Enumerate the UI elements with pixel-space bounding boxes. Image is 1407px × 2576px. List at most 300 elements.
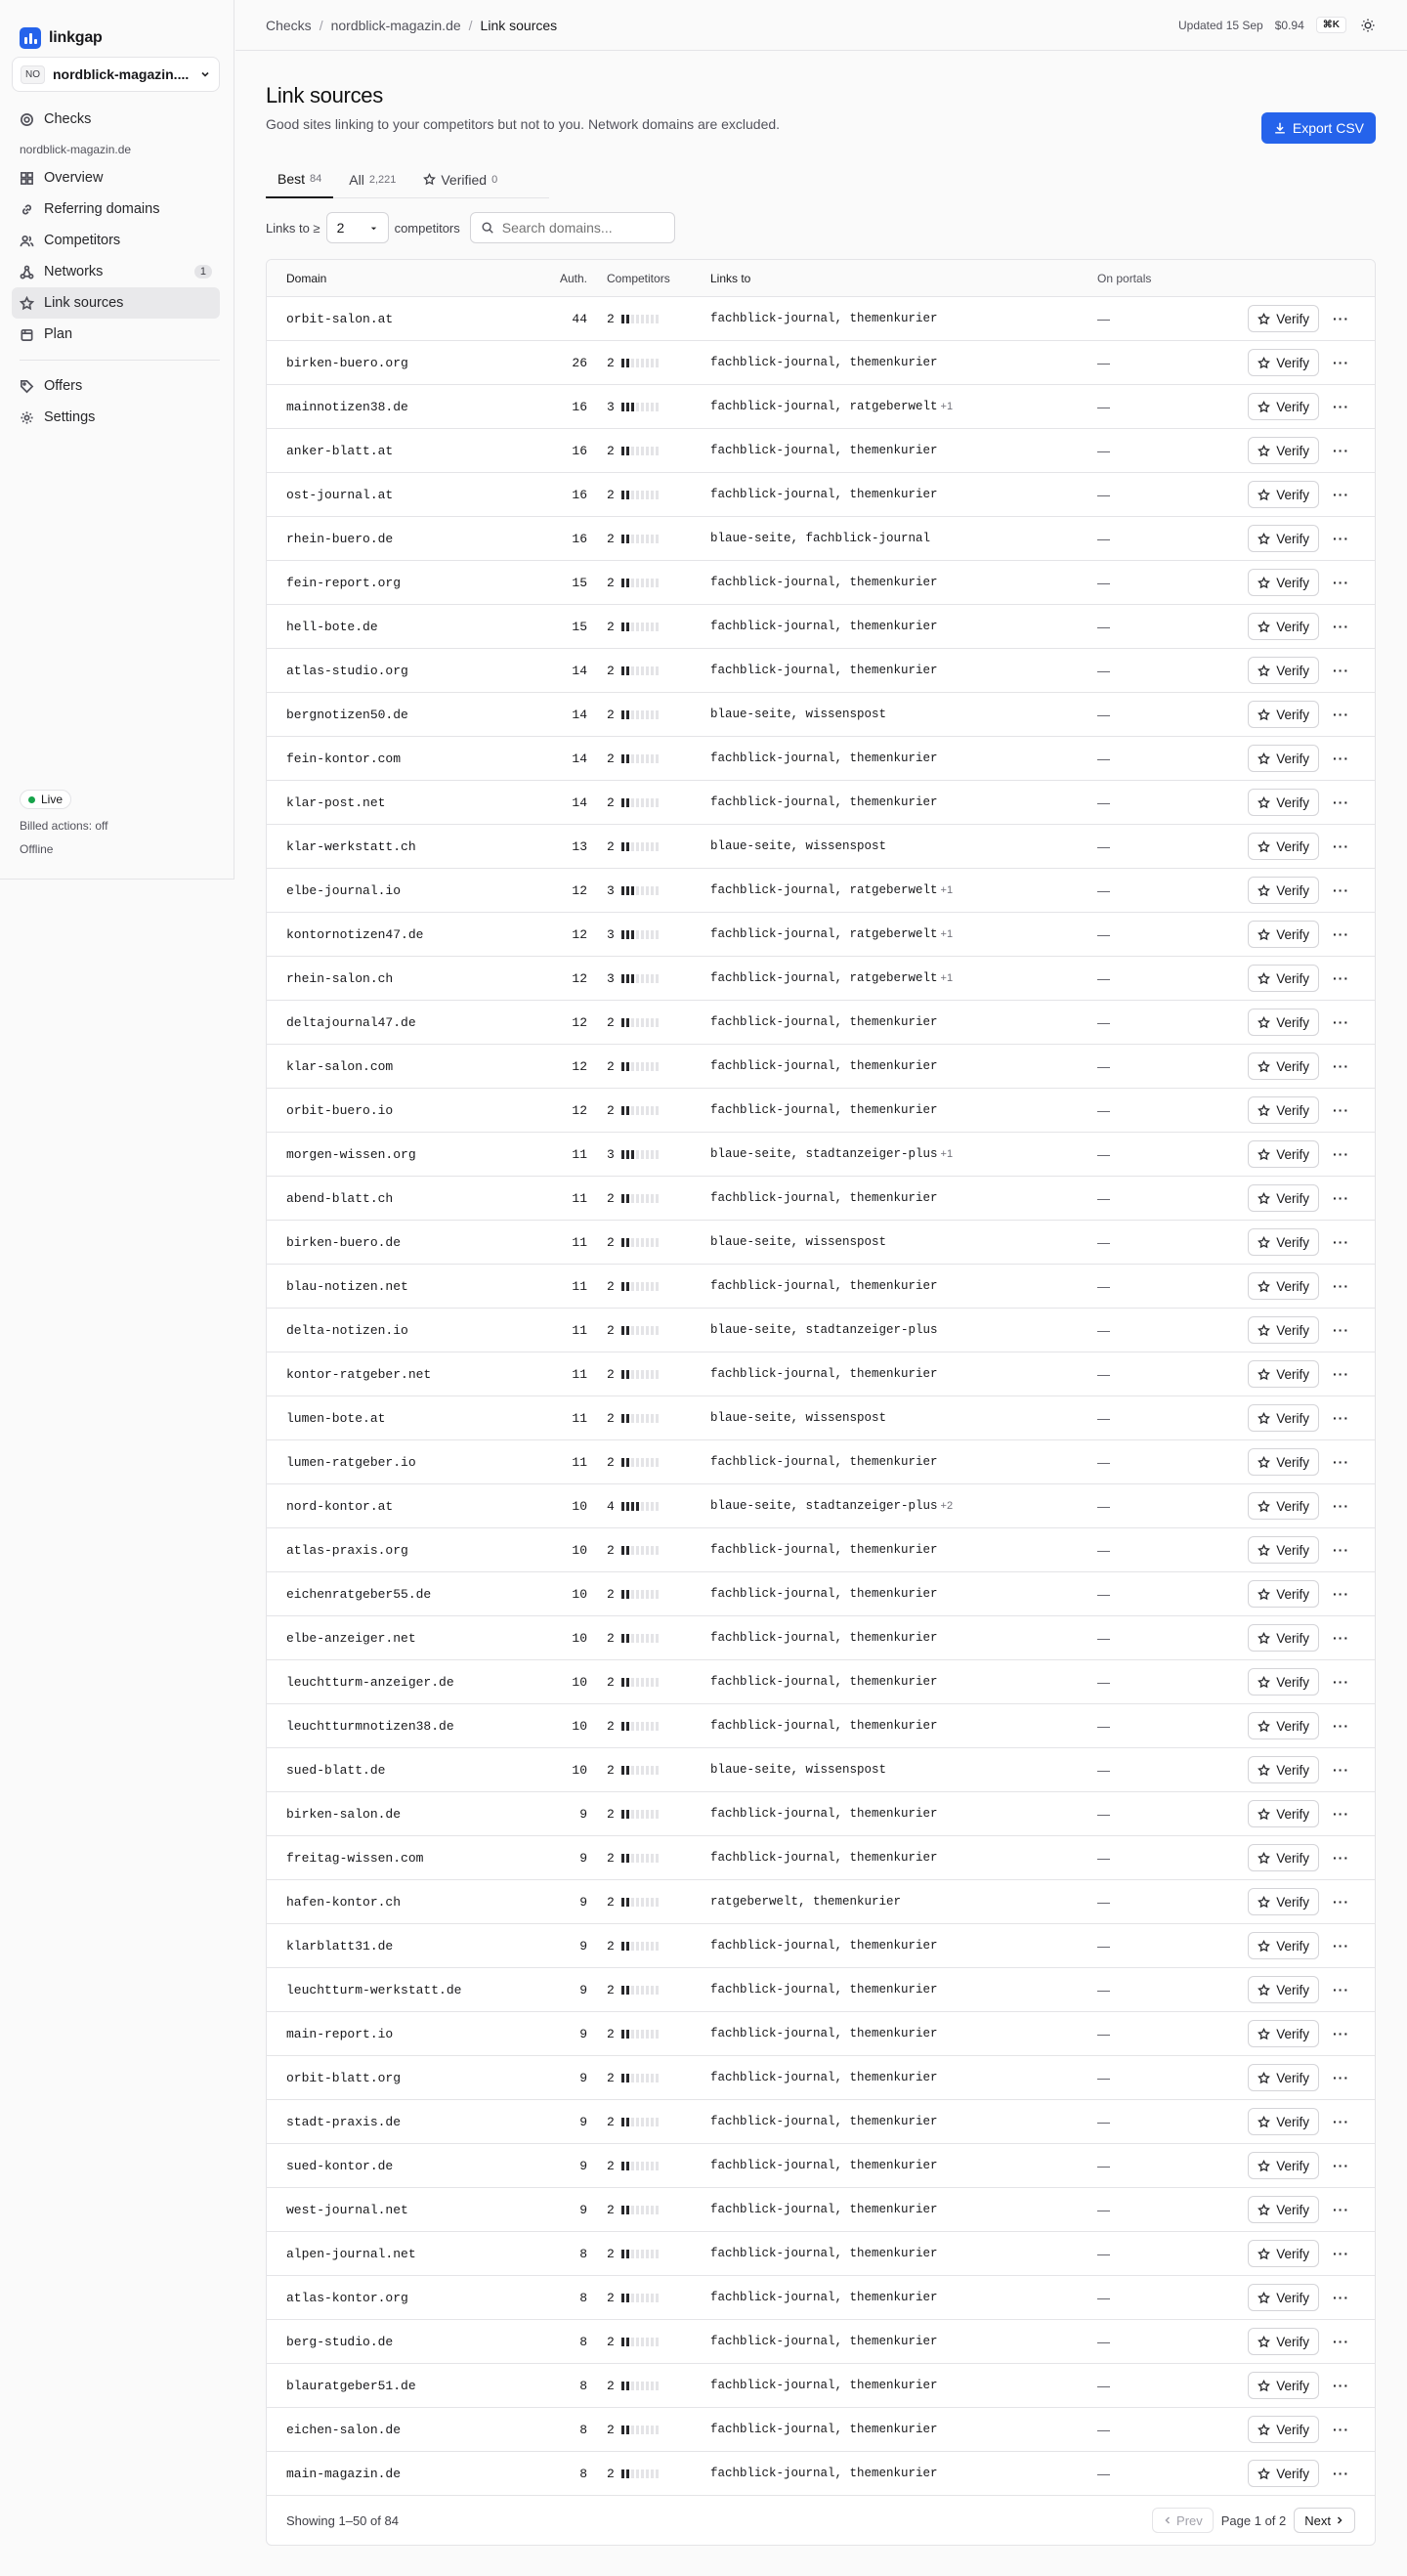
column-header-authority[interactable]: Auth. (559, 271, 587, 285)
authority-cell: 8 (579, 2334, 587, 2349)
verify-label: Verify (1276, 2422, 1309, 2437)
competitor-bar-segment (636, 359, 639, 367)
links-to-cell (710, 2115, 1097, 2128)
competitor-bar-segment (651, 710, 654, 719)
network-icon (20, 265, 34, 279)
portals-cell: — (1097, 487, 1110, 502)
more-menu-icon[interactable]: ··· (1333, 1322, 1349, 1338)
authority-cell: 11 (572, 1410, 587, 1426)
more-menu-icon[interactable]: ··· (1333, 2158, 1349, 2173)
competitor-count: 2 (607, 2290, 615, 2305)
authority-cell: 10 (572, 1630, 587, 1646)
domain-cell[interactable]: sued-kontor.de (286, 2158, 394, 2173)
competitors-cell (587, 1279, 710, 1294)
domain-cell[interactable]: blauratgeber51.de (286, 2378, 416, 2393)
verify-button[interactable] (1248, 1184, 1319, 1212)
actions-cell (1205, 2152, 1375, 2179)
domain-cell[interactable]: mainnotizen38.de (286, 399, 408, 414)
actions-cell (1205, 1096, 1375, 1124)
domain-cell[interactable]: lumen-bote.at (286, 1410, 386, 1426)
table-row (267, 1440, 1375, 1484)
links-to-cell (710, 2423, 1097, 2436)
verify-button[interactable] (1248, 1448, 1319, 1476)
domain-cell[interactable]: birken-salon.de (286, 1806, 402, 1822)
domain-cell[interactable]: klar-post.net (286, 794, 386, 810)
domain-cell[interactable]: main-magazin.de (286, 2466, 402, 2481)
competitor-bar-segment (636, 710, 639, 719)
competitor-bar-segment (641, 1810, 644, 1819)
domain-cell[interactable]: orbit-salon.at (286, 311, 394, 326)
select-value: 2 (336, 220, 345, 236)
links-to-list: fachblick-journal, themenkurier (710, 2291, 938, 2304)
prev-page-button[interactable] (1152, 2508, 1214, 2533)
breadcrumb-checks[interactable]: Checks (266, 17, 312, 33)
domain-cell[interactable]: fein-report.org (286, 575, 402, 590)
more-menu-icon[interactable]: ··· (1333, 2114, 1349, 2129)
verify-button[interactable] (1248, 1932, 1319, 1959)
domain-cell[interactable]: birken-buero.org (286, 355, 408, 370)
competitor-bar-segment (656, 403, 659, 411)
star-icon (1258, 972, 1270, 985)
competitor-bar-segment (656, 2250, 659, 2258)
breadcrumb-site[interactable]: nordblick-magazin.de (330, 17, 461, 33)
competitor-bar (621, 1546, 659, 1555)
verify-button[interactable] (1248, 1580, 1319, 1608)
domain-cell[interactable]: rhein-salon.ch (286, 970, 394, 986)
verify-button[interactable] (1248, 1360, 1319, 1388)
competitor-bar-segment (636, 2469, 639, 2478)
competitor-bar (621, 930, 659, 939)
verify-button[interactable] (1248, 1888, 1319, 1915)
verify-button[interactable] (1248, 1228, 1319, 1256)
verify-button[interactable] (1248, 657, 1319, 684)
grid-icon (20, 171, 34, 186)
verify-button[interactable] (1248, 349, 1319, 376)
authority-cell: 14 (572, 707, 587, 722)
domain-cell[interactable]: bergnotizen50.de (286, 707, 408, 722)
domain-cell[interactable]: leuchtturmnotizen38.de (286, 1718, 454, 1734)
links-to-list: fachblick-journal, themenkurier (710, 1103, 938, 1117)
links-to-cell (710, 1719, 1097, 1733)
verify-button[interactable] (1248, 525, 1319, 552)
more-menu-icon[interactable]: ··· (1333, 1762, 1349, 1778)
domain-cell[interactable]: birken-buero.de (286, 1234, 402, 1250)
competitor-bar-segment (631, 1414, 634, 1423)
competitor-bar-segment (636, 1018, 639, 1027)
competitor-bar-segment (641, 359, 644, 367)
verify-button[interactable] (1248, 1756, 1319, 1783)
verify-button[interactable] (1248, 2460, 1319, 2487)
verify-button[interactable] (1248, 2064, 1319, 2091)
verify-button[interactable] (1248, 1140, 1319, 1168)
more-menu-icon[interactable]: ··· (1333, 1366, 1349, 1382)
more-count: +1 (940, 884, 954, 896)
competitor-bar-segment (636, 666, 639, 675)
min-competitors-select[interactable] (326, 212, 389, 243)
verify-button[interactable] (1248, 1536, 1319, 1564)
verify-label: Verify (1276, 970, 1309, 986)
verify-button[interactable] (1248, 701, 1319, 728)
more-menu-icon[interactable]: ··· (1333, 2334, 1349, 2349)
verify-button[interactable] (1248, 2372, 1319, 2399)
competitor-bar (621, 447, 659, 455)
more-menu-icon[interactable]: ··· (1333, 575, 1349, 590)
more-menu-icon[interactable]: ··· (1333, 2246, 1349, 2261)
verify-button[interactable] (1248, 437, 1319, 464)
more-count: +1 (940, 928, 954, 940)
authority-cell: 8 (579, 2378, 587, 2393)
more-menu-icon[interactable]: ··· (1333, 1102, 1349, 1118)
domain-cell[interactable]: deltajournal47.de (286, 1014, 416, 1030)
verify-button[interactable] (1248, 1009, 1319, 1036)
verify-label: Verify (1276, 2378, 1309, 2393)
more-menu-icon[interactable]: ··· (1333, 2466, 1349, 2481)
verify-button[interactable] (1248, 1272, 1319, 1300)
more-menu-icon[interactable]: ··· (1333, 838, 1349, 854)
domain-cell[interactable]: alpen-journal.net (286, 2246, 416, 2261)
authority-cell: 11 (572, 1454, 587, 1470)
nav-overview[interactable] (12, 162, 220, 193)
competitor-count: 2 (607, 1102, 615, 1118)
domain-cell[interactable]: berg-studio.de (286, 2334, 394, 2349)
more-menu-icon[interactable]: ··· (1333, 443, 1349, 458)
more-menu-icon[interactable]: ··· (1333, 1850, 1349, 1866)
links-to-cell (710, 1895, 1097, 1909)
competitor-bar-segment (621, 1062, 624, 1071)
more-menu-icon[interactable]: ··· (1333, 1058, 1349, 1074)
competitor-bar-segment (651, 1854, 654, 1863)
more-menu-icon[interactable]: ··· (1333, 619, 1349, 634)
verify-button[interactable] (1248, 2416, 1319, 2443)
more-menu-icon[interactable]: ··· (1333, 1146, 1349, 1162)
competitor-bar-segment (651, 1458, 654, 1467)
verify-button[interactable] (1248, 2196, 1319, 2223)
domain-cell[interactable]: nord-kontor.at (286, 1498, 394, 1514)
more-menu-icon[interactable]: ··· (1333, 1586, 1349, 1602)
tab-best[interactable] (266, 163, 333, 198)
competitor-bar-segment (621, 1150, 624, 1159)
portals-cell: — (1097, 926, 1110, 942)
domain-cell[interactable]: leuchtturm-anzeiger.de (286, 1674, 454, 1690)
column-header-domain[interactable]: Domain (286, 271, 327, 285)
links-to-list: fachblick-journal, themenkurier (710, 576, 938, 589)
competitor-bar-segment (656, 1722, 659, 1731)
domain-cell[interactable]: atlas-studio.org (286, 663, 408, 678)
nav-checks[interactable] (12, 104, 220, 135)
links-to-list: fachblick-journal, themenkurier (710, 1015, 938, 1029)
portals-cell: — (1097, 1498, 1110, 1514)
competitor-bar-segment (651, 2250, 654, 2258)
verify-button[interactable] (1248, 1492, 1319, 1520)
verify-button[interactable] (1248, 2284, 1319, 2311)
theme-toggle[interactable] (1358, 16, 1378, 35)
more-menu-icon[interactable]: ··· (1333, 794, 1349, 810)
competitor-bar-segment (636, 447, 639, 455)
verify-label: Verify (1276, 1190, 1309, 1206)
competitors-cell (587, 1719, 710, 1734)
competitor-bar-segment (631, 2469, 634, 2478)
domain-cell[interactable]: delta-notizen.io (286, 1322, 408, 1338)
verify-button[interactable] (1248, 1712, 1319, 1739)
domain-cell[interactable]: klar-salon.com (286, 1058, 394, 1074)
star-icon (1258, 313, 1270, 325)
competitor-bar-segment (621, 1546, 624, 1555)
competitor-count: 2 (607, 1234, 615, 1250)
nav-networks[interactable] (12, 256, 220, 287)
billed-actions-status: Billed actions: off (20, 819, 108, 833)
competitor-bar-segment (651, 1942, 654, 1951)
more-menu-icon[interactable]: ··· (1333, 399, 1349, 414)
domain-cell[interactable]: elbe-journal.io (286, 882, 402, 898)
competitor-bar-segment (626, 886, 629, 895)
nav-section-title: nordblick-magazin.de (20, 143, 132, 156)
verify-button[interactable] (1248, 481, 1319, 508)
more-menu-icon[interactable]: ··· (1333, 1234, 1349, 1250)
verify-button[interactable] (1248, 2020, 1319, 2047)
more-menu-icon[interactable]: ··· (1333, 2202, 1349, 2217)
table-row (267, 1089, 1375, 1133)
competitor-bar-segment (656, 1370, 659, 1379)
nav-offers[interactable] (12, 370, 220, 402)
domain-cell[interactable]: hell-bote.de (286, 619, 378, 634)
more-menu-icon[interactable]: ··· (1333, 2422, 1349, 2437)
competitor-bar-segment (641, 754, 644, 763)
domain-cell[interactable]: freitag-wissen.com (286, 1850, 424, 1866)
links-to-cell (710, 2335, 1097, 2348)
more-menu-icon[interactable]: ··· (1333, 1278, 1349, 1294)
verify-button[interactable] (1248, 2328, 1319, 2355)
authority-cell: 9 (579, 2070, 587, 2085)
competitor-bar-segment (621, 1722, 624, 1731)
competitor-bar-segment (631, 1898, 634, 1907)
more-menu-icon[interactable]: ··· (1333, 2290, 1349, 2305)
site-selector[interactable] (12, 57, 220, 92)
star-icon (1258, 1456, 1270, 1469)
competitor-bar-segment (631, 447, 634, 455)
more-menu-icon[interactable]: ··· (1333, 882, 1349, 898)
more-menu-icon[interactable]: ··· (1333, 1542, 1349, 1558)
more-menu-icon[interactable]: ··· (1333, 1454, 1349, 1470)
competitor-bar-segment (656, 1194, 659, 1203)
verify-label: Verify (1276, 1718, 1309, 1734)
more-menu-icon[interactable]: ··· (1333, 1718, 1349, 1734)
domain-cell[interactable]: eichen-salon.de (286, 2422, 402, 2437)
competitor-bar-segment (646, 623, 649, 631)
nav-plan[interactable] (12, 319, 220, 350)
competitor-count: 2 (607, 487, 615, 502)
domain-cell[interactable]: orbit-blatt.org (286, 2070, 402, 2085)
domain-cell[interactable]: sued-blatt.de (286, 1762, 386, 1778)
domain-cell[interactable]: kontor-ratgeber.net (286, 1366, 432, 1382)
more-menu-icon[interactable]: ··· (1333, 663, 1349, 678)
portals-cell: — (1097, 2158, 1110, 2173)
column-header-competitors[interactable]: Competitors (607, 271, 670, 285)
portals-cell: — (1097, 751, 1110, 766)
more-menu-icon[interactable]: ··· (1333, 355, 1349, 370)
nav-referring-domains[interactable] (12, 193, 220, 225)
domain-cell[interactable]: orbit-buero.io (286, 1102, 394, 1118)
domain-cell[interactable]: stadt-praxis.de (286, 2114, 402, 2129)
more-menu-icon[interactable]: ··· (1333, 311, 1349, 326)
more-menu-icon[interactable]: ··· (1333, 1894, 1349, 1910)
nav-link-sources[interactable] (12, 287, 220, 319)
competitor-bar-segment (641, 1546, 644, 1555)
more-menu-icon[interactable]: ··· (1333, 1806, 1349, 1822)
portals-cell: — (1097, 1410, 1110, 1426)
star-icon (1258, 840, 1270, 853)
domain-cell[interactable]: abend-blatt.ch (286, 1190, 394, 1206)
competitor-bar-segment (656, 2294, 659, 2302)
more-menu-icon[interactable]: ··· (1333, 1410, 1349, 1426)
table-row (267, 1836, 1375, 1880)
nav-count-badge: 1 (194, 265, 212, 279)
actions-cell (1205, 921, 1375, 948)
links-to-list: blaue-seite, wissenspost (710, 1235, 887, 1249)
verify-button[interactable] (1248, 1624, 1319, 1652)
domain-cell[interactable]: kontornotizen47.de (286, 926, 424, 942)
actions-cell (1205, 437, 1375, 464)
verify-button[interactable] (1248, 965, 1319, 992)
verify-button[interactable] (1248, 1668, 1319, 1696)
competitor-bar-segment (621, 1986, 624, 1995)
verify-button[interactable] (1248, 305, 1319, 332)
domain-cell[interactable]: elbe-anzeiger.net (286, 1630, 416, 1646)
more-menu-icon[interactable]: ··· (1333, 487, 1349, 502)
verify-button[interactable] (1248, 569, 1319, 596)
table-header (267, 260, 1375, 297)
competitor-bar-segment (626, 710, 629, 719)
competitor-bar-segment (636, 1634, 639, 1643)
more-menu-icon[interactable]: ··· (1333, 1190, 1349, 1206)
competitor-bar-segment (626, 798, 629, 807)
more-menu-icon[interactable]: ··· (1333, 1498, 1349, 1514)
brand[interactable] (0, 0, 234, 57)
competitor-bar-segment (631, 2250, 634, 2258)
links-to-list: fachblick-journal, themenkurier (710, 2335, 938, 2348)
verify-button[interactable] (1248, 833, 1319, 860)
actions-cell (1205, 657, 1375, 684)
more-menu-icon[interactable]: ··· (1333, 2070, 1349, 2085)
domain-cell[interactable]: atlas-praxis.org (286, 1542, 408, 1558)
competitor-count: 2 (607, 2246, 615, 2261)
verify-label: Verify (1276, 1366, 1309, 1382)
verify-button[interactable] (1248, 1096, 1319, 1124)
domain-cell[interactable]: lumen-ratgeber.io (286, 1454, 416, 1470)
actions-cell (1205, 1580, 1375, 1608)
links-to-list: fachblick-journal, themenkurier (710, 2203, 938, 2216)
chevron-right-icon (1335, 2515, 1344, 2525)
more-menu-icon[interactable]: ··· (1333, 751, 1349, 766)
verify-button[interactable] (1248, 393, 1319, 420)
verify-button[interactable] (1248, 1404, 1319, 1432)
domain-cell[interactable]: west-journal.net (286, 2202, 408, 2217)
verify-button[interactable] (1248, 1052, 1319, 1080)
domain-cell[interactable]: eichenratgeber55.de (286, 1586, 432, 1602)
authority-cell: 10 (572, 1674, 587, 1690)
verify-button[interactable] (1248, 2108, 1319, 2135)
updated-text: Updated 15 Sep (1177, 18, 1263, 32)
competitor-bar-segment (636, 403, 639, 411)
verify-button[interactable] (1248, 1316, 1319, 1344)
domain-cell[interactable]: morgen-wissen.org (286, 1146, 416, 1162)
verify-button[interactable] (1248, 1800, 1319, 1827)
table-row (267, 1968, 1375, 2012)
competitor-count: 3 (607, 970, 615, 986)
verify-button[interactable] (1248, 2240, 1319, 2267)
more-menu-icon[interactable]: ··· (1333, 970, 1349, 986)
more-menu-icon[interactable]: ··· (1333, 1674, 1349, 1690)
export-csv-button[interactable] (1261, 112, 1376, 144)
competitors-cell (587, 2071, 710, 2085)
verify-button[interactable] (1248, 745, 1319, 772)
competitor-bar-segment (636, 1722, 639, 1731)
verify-button[interactable] (1248, 877, 1319, 904)
competitor-bar-segment (626, 1106, 629, 1115)
competitor-count: 3 (607, 1146, 615, 1162)
links-to-list: fachblick-journal, themenkurier (710, 2027, 938, 2040)
domain-cell[interactable]: klarblatt31.de (286, 1938, 394, 1953)
domain-cell[interactable]: leuchtturm-werkstatt.de (286, 1982, 462, 1997)
next-page-button[interactable] (1294, 2508, 1355, 2533)
competitor-bar-segment (651, 1282, 654, 1291)
competitor-count: 2 (607, 1014, 615, 1030)
more-menu-icon[interactable]: ··· (1333, 2378, 1349, 2393)
domain-cell[interactable]: ost-journal.at (286, 487, 394, 502)
domain-cell[interactable]: klar-werkstatt.ch (286, 838, 416, 854)
competitor-count: 3 (607, 926, 615, 942)
verify-button[interactable] (1248, 789, 1319, 816)
more-menu-icon[interactable]: ··· (1333, 1630, 1349, 1646)
links-to-cell (710, 2203, 1097, 2216)
domain-cell[interactable]: atlas-kontor.org (286, 2290, 408, 2305)
domain-cell[interactable]: rhein-buero.de (286, 531, 394, 546)
command-palette-shortcut[interactable]: ⌘K (1316, 17, 1346, 33)
more-menu-icon[interactable]: ··· (1333, 707, 1349, 722)
search-box[interactable] (470, 212, 675, 243)
verify-label: Verify (1276, 575, 1309, 590)
competitor-bar-segment (636, 1414, 639, 1423)
competitor-bar-segment (651, 1678, 654, 1687)
verify-button[interactable] (1248, 1844, 1319, 1871)
domain-cell[interactable]: fein-kontor.com (286, 751, 402, 766)
nav-settings[interactable] (12, 402, 220, 433)
more-menu-icon[interactable]: ··· (1333, 2026, 1349, 2041)
competitors-cell (587, 532, 710, 546)
tab-all[interactable] (337, 163, 407, 197)
verify-button[interactable] (1248, 613, 1319, 640)
nav-competitors[interactable] (12, 225, 220, 256)
domain-cell[interactable]: hafen-kontor.ch (286, 1894, 402, 1910)
more-menu-icon[interactable]: ··· (1333, 1938, 1349, 1953)
domain-cell[interactable]: main-report.io (286, 2026, 394, 2041)
more-menu-icon[interactable]: ··· (1333, 1982, 1349, 1997)
breadcrumb-separator: / (319, 17, 323, 33)
verify-label: Verify (1276, 399, 1309, 414)
more-menu-icon[interactable]: ··· (1333, 926, 1349, 942)
tab-verified[interactable] (411, 163, 509, 197)
verify-button[interactable] (1248, 2152, 1319, 2179)
star-icon (1258, 1104, 1270, 1117)
domain-cell[interactable]: blau-notizen.net (286, 1278, 408, 1294)
more-menu-icon[interactable]: ··· (1333, 1014, 1349, 1030)
competitor-bar-segment (646, 2074, 649, 2082)
verify-button[interactable] (1248, 1976, 1319, 2003)
domain-cell[interactable]: anker-blatt.at (286, 443, 394, 458)
more-menu-icon[interactable]: ··· (1333, 531, 1349, 546)
authority-cell: 9 (579, 1806, 587, 1822)
search-input[interactable] (502, 220, 659, 236)
verify-button[interactable] (1248, 921, 1319, 948)
